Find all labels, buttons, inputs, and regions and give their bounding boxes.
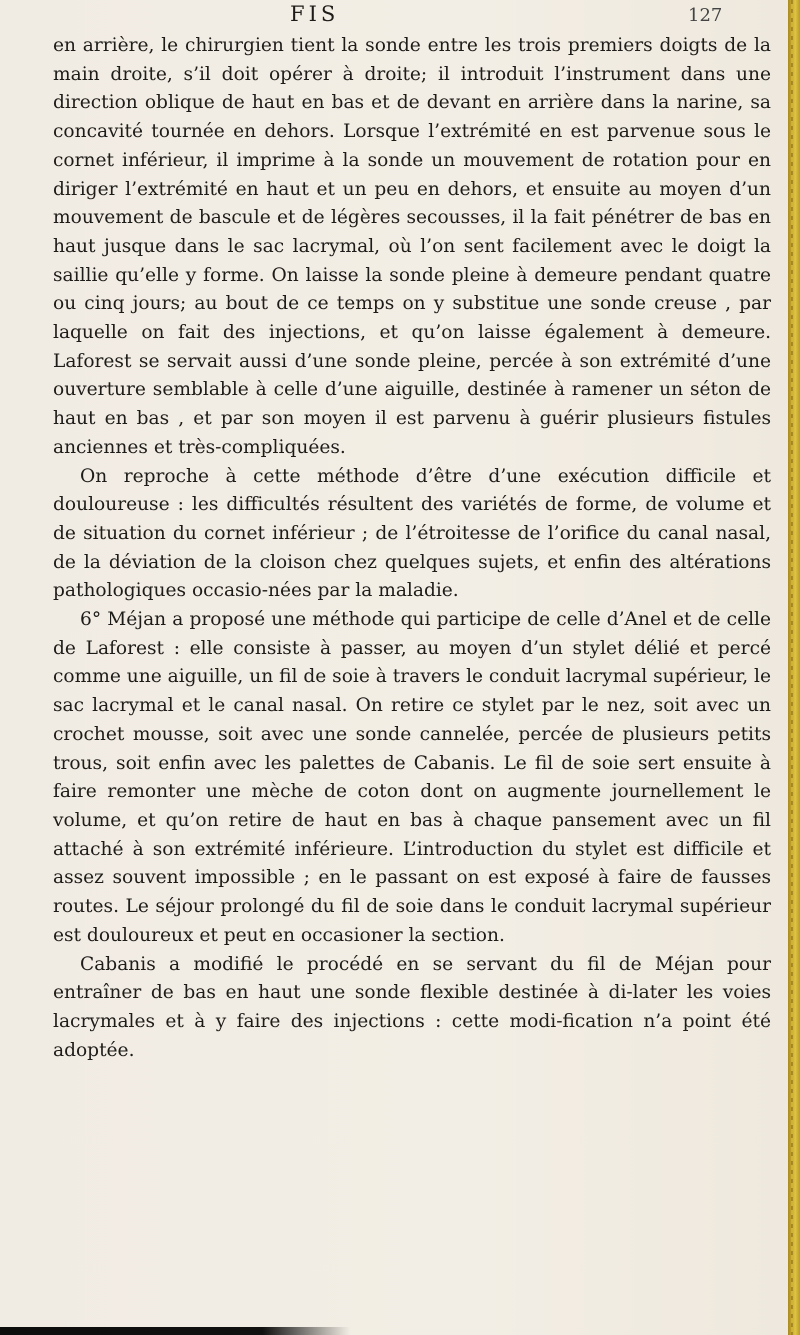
page-edge-binding (788, 0, 800, 1335)
scan-bottom-shadow (0, 1327, 350, 1335)
page-number: 127 (688, 5, 723, 26)
paragraph-1: en arrière, le chirurgien tient la sonde entre les trois premiers doigts de la main droite, s’il doit opérer à droite; il introduit l’instrument dans une direction oblique de haut en bas et de devant en arrière dans la narine, sa concavité tournée en dehors. Lorsque l’extrémité en est parvenue sous le cornet inférieur, il imprime à la sonde un mouvement de rotation pour en diriger l’extrémité en haut et un peu en dehors, et ensuite au moyen d’un mouvement de bascule et de légères secousses, il la fait pénétrer de bas en haut jusque dans le sac lacrymal, où l’on sent facilement avec le doigt la saillie qu’elle y forme. On laisse la sonde pleine à demeure pendant quatre ou cinq jours; au bout de ce temps on y substitue une sonde creuse , par laquelle on fait des injections, et qu’on laisse également à demeure. Laforest se servait aussi d’une sonde pleine, percée à son extrémité d’une ouverture semblable à celle d’une aiguille, destinée à ramener un séton de haut en bas , et par son moyen il est parvenu à guérir plusieurs fistules anciennes et très-compliquées. (53, 35, 771, 458)
page-header (0, 2, 784, 32)
paragraph-2: On reproche à cette méthode d’être d’une exécution difficile et douloureuse : les difficultés résultent des variétés de forme, de volume et de situation du cornet inférieur ; de l’étroitesse de l’orifice du canal nasal, de la déviation de la cloison chez quelques sujets, et enfin des altérations pathologiques occasio-nées par la maladie. (53, 465, 771, 602)
body-text (53, 32, 771, 1065)
paragraph-4: Cabanis a modifié le procédé en se servant du fil de Méjan pour entraîner de bas en haut une sonde flexible destinée à di-later les voies lacrymales et à y faire des injections : cette modi-fication n’a point été adoptée. (53, 953, 771, 1061)
running-head: FIS (290, 2, 340, 26)
paragraph-3: 6° Méjan a proposé une méthode qui participe de celle d’Anel et de celle de Laforest : elle consiste à passer, au moyen d’un stylet délié et percé comme une aiguille, un fil de soie à travers le conduit lacrymal supérieur, le sac lacrymal et le canal nasal. On retire ce stylet par le nez, soit avec un crochet mousse, soit avec une sonde cannelée, percée de plusieurs petits trous, soit enfin avec les palettes de Cabanis. Le fil de soie sert ensuite à faire remonter une mèche de coton dont on augmente journellement le volume, et qu’on retire de haut en bas à chaque pansement avec un fil attaché à son extrémité inférieure. L’introduction du stylet est difficile et assez souvent impossible ; en le passant on est exposé à faire de fausses routes. Le séjour prolongé du fil de soie dans le conduit lacrymal supérieur est douloureux et peut en occasioner la section. (53, 609, 771, 946)
